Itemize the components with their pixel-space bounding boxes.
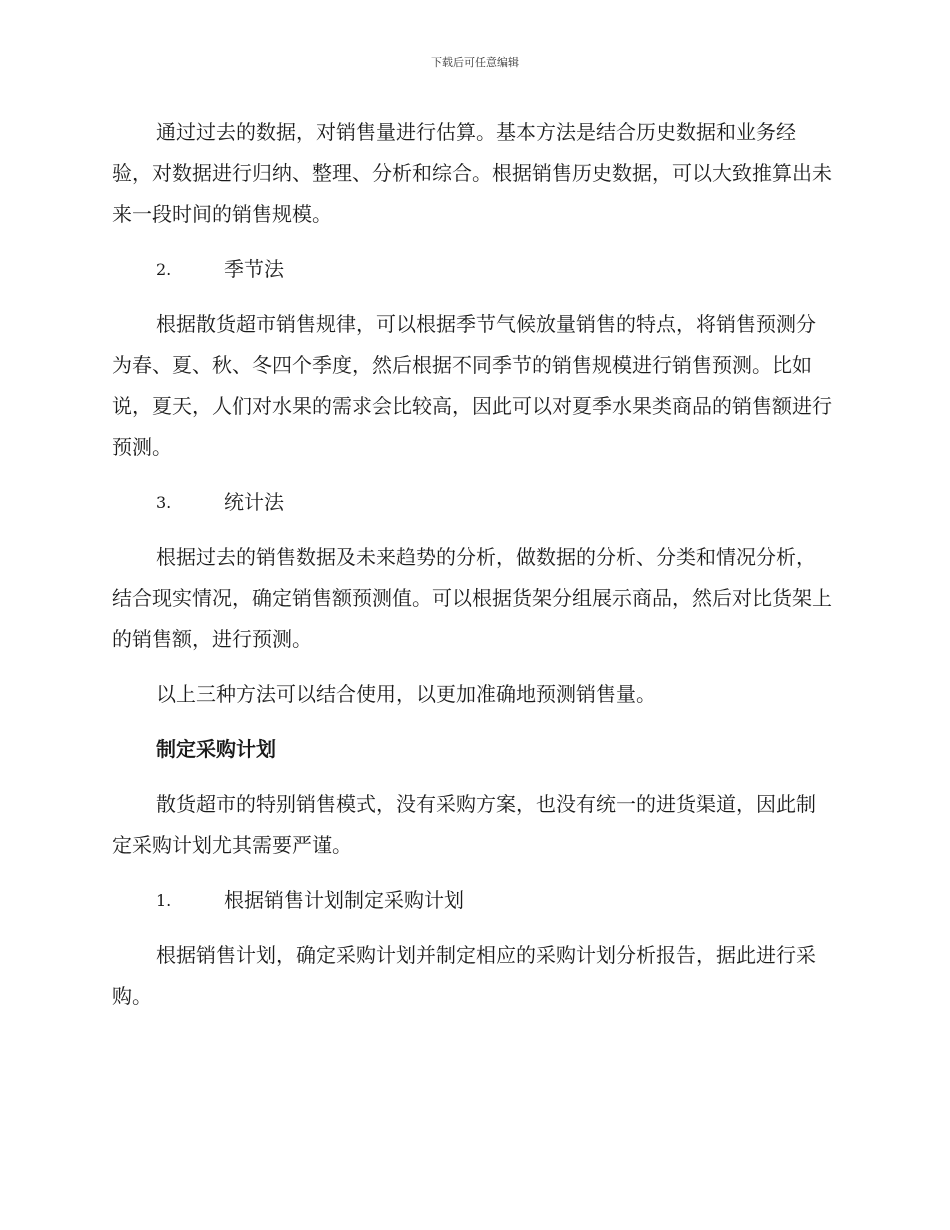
paragraph-purchase-intro: 散货超市的特别销售模式，没有采购方案，也没有统一的进货渠道，因此制定采购计划尤其需要严谨。 [112, 792, 816, 857]
list-number: 1. [156, 891, 172, 910]
paragraph-purchase-report: 根据销售计划，确定采购计划并制定相应的采购计划分析报告，据此进行采购。 [112, 943, 816, 1008]
list-item-seasonal-method [112, 249, 832, 290]
list-text: 季节法 [224, 257, 284, 281]
list-text: 统计法 [224, 490, 284, 514]
list-number: 2. [156, 260, 172, 279]
list-item-statistical-method [112, 482, 832, 523]
list-number: 3. [156, 493, 172, 512]
paragraph-combined-use: 以上三种方法可以结合使用，以更加准确地预测销售量。 [156, 682, 656, 706]
paragraph-seasonal-method: 根据散货超市销售规律，可以根据季节气候放量销售的特点，将销售预测分为春、夏、秋、冬四个季度，然后根据不同季节的销售规模进行销售预测。比如说，夏天，人们对水果的需求会比较高，因此可以对夏季水果类商品的销售额进行预测。 [112, 312, 832, 459]
paragraph-statistical-method: 根据过去的销售数据及未来趋势的分析，做数据的分析、分类和情况分析，结合现实情况，确定销售额预测值。可以根据货架分组展示商品，然后对比货架上的销售额，进行预测。 [112, 545, 832, 651]
list-item-sales-based-purchase [112, 880, 832, 921]
section-heading-purchase-plan: 制定采购计划 [156, 737, 276, 761]
document-body [112, 112, 832, 1017]
page-header: 下载后可任意编辑 [431, 56, 519, 69]
list-text: 根据销售计划制定采购计划 [224, 888, 464, 912]
paragraph-history-method: 通过过去的数据，对销售量进行估算。基本方法是结合历史数据和业务经验，对数据进行归纳、整理、分析和综合。根据销售历史数据，可以大致推算出未来一段时间的销售规模。 [112, 120, 832, 226]
